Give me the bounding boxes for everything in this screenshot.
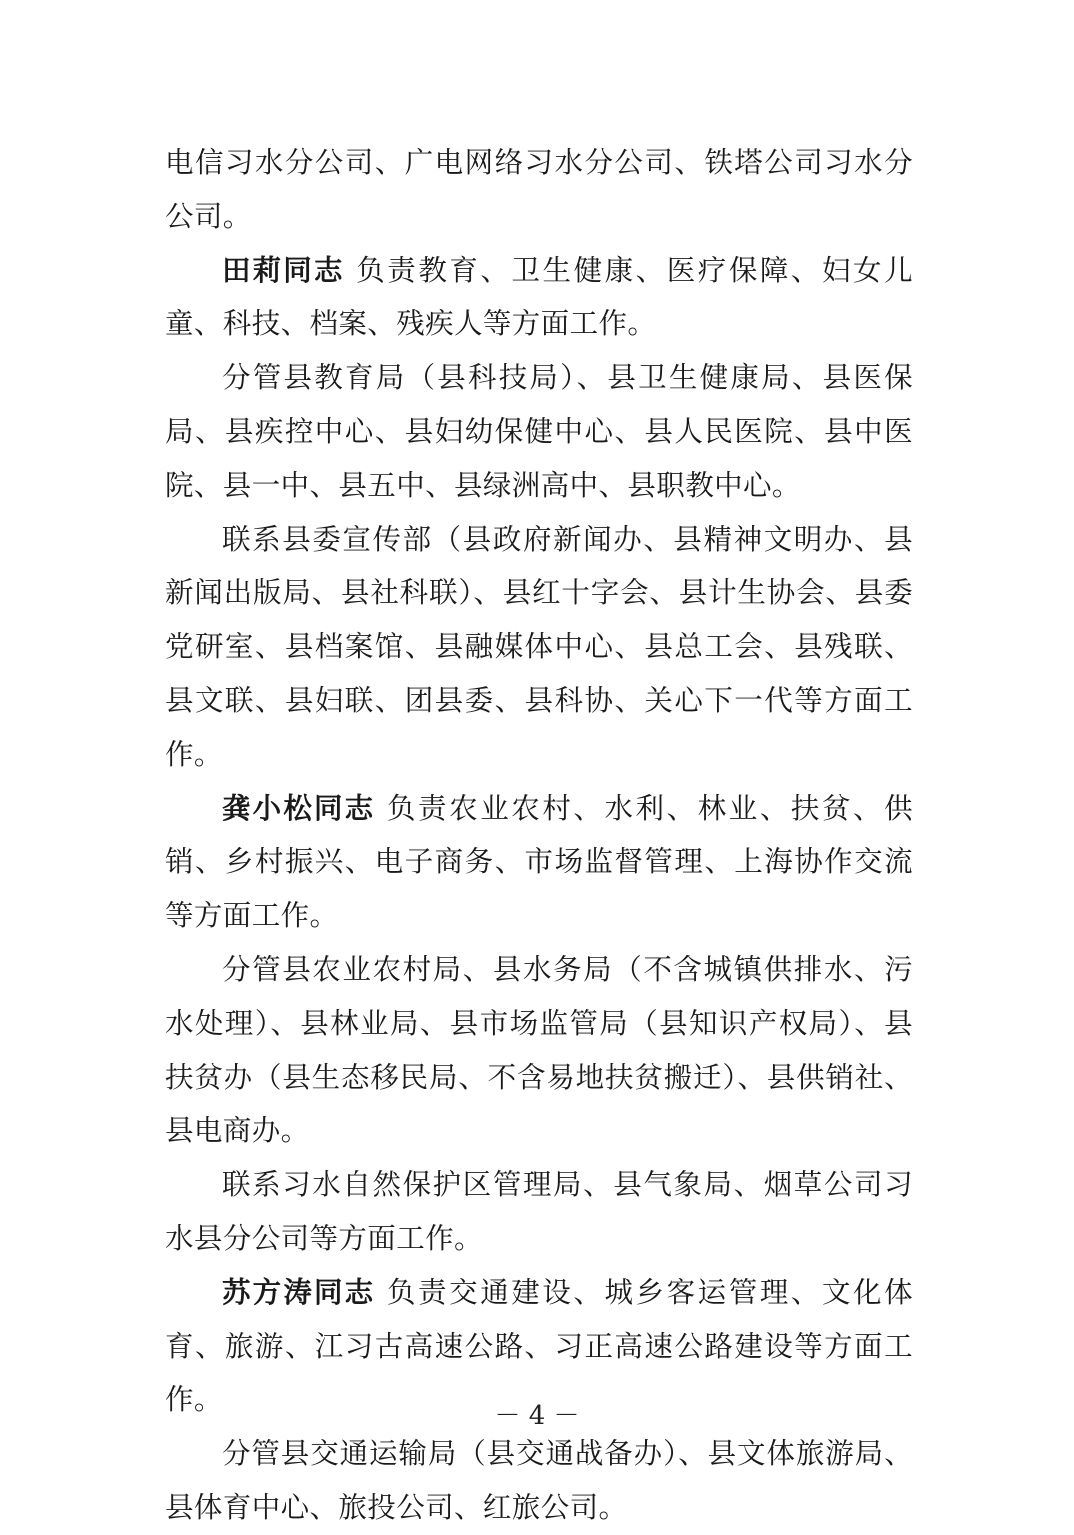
paragraph-tian-li-oversees <box>165 351 913 512</box>
paragraph-text: 分管县农业农村局、县水务局（不含城镇供排水、污水处理）、县林业局、县市场监管局（县知识产权局）、县扶贫办（县生态移民局、不含易地扶贫搬迁）、县供销社、县电商办。 <box>165 952 913 1148</box>
paragraph-su-fangtao-oversees <box>165 1427 913 1535</box>
paragraph-gong-xiaosong <box>165 782 913 943</box>
paragraph-text: 联系县委宣传部（县政府新闻办、县精神文明办、县新闻出版局、县社科联）、县红十字会、县计生协会、县委党研室、县档案馆、县融媒体中心、县总工会、县残联、县文联、县妇联、团县委、县科协、关心下一代等方面工作。 <box>165 522 913 771</box>
paragraph-gong-xiaosong-oversees <box>165 943 913 1158</box>
person-name: 龚小松同志 <box>222 791 376 825</box>
paragraph-text: 电信习水分公司、广电网络习水分公司、铁塔公司习水分公司。 <box>165 146 913 233</box>
person-name: 田莉同志 <box>222 253 345 287</box>
paragraph-continuation <box>165 136 913 244</box>
paragraph-text: 负责农业农村、水利、林业、扶贫、供销、乡村振兴、电子商务、市场监督管理、上海协作交流等方面工作。 <box>165 791 913 933</box>
paragraph-text: 负责交通建设、城乡客运管理、文化体育、旅游、江习古高速公路、习正高速公路建设等方面工作。 <box>165 1275 913 1417</box>
paragraph-gong-xiaosong-liaison <box>165 1158 913 1266</box>
paragraph-text: 负责教育、卫生健康、医疗保障、妇女儿童、科技、档案、残疾人等方面工作。 <box>165 253 913 341</box>
paragraph-text: 分管县交通运输局（县交通战备办）、县文体旅游局、县体育中心、旅投公司、红旅公司。 <box>165 1437 913 1524</box>
page-number: － 4 － <box>494 1401 580 1431</box>
paragraph-tian-li-liaison <box>165 513 913 782</box>
person-name: 苏方涛同志 <box>222 1275 376 1309</box>
paragraph-tian-li <box>165 244 913 352</box>
paragraph-text: 联系习水自然保护区管理局、县气象局、烟草公司习水县分公司等方面工作。 <box>165 1168 913 1255</box>
paragraph-text: 分管县教育局（县科技局）、县卫生健康局、县医保局、县疾控中心、县妇幼保健中心、县人民医院、县中医院、县一中、县五中、县绿洲高中、县职教中心。 <box>165 361 913 502</box>
document-body <box>165 136 913 1535</box>
